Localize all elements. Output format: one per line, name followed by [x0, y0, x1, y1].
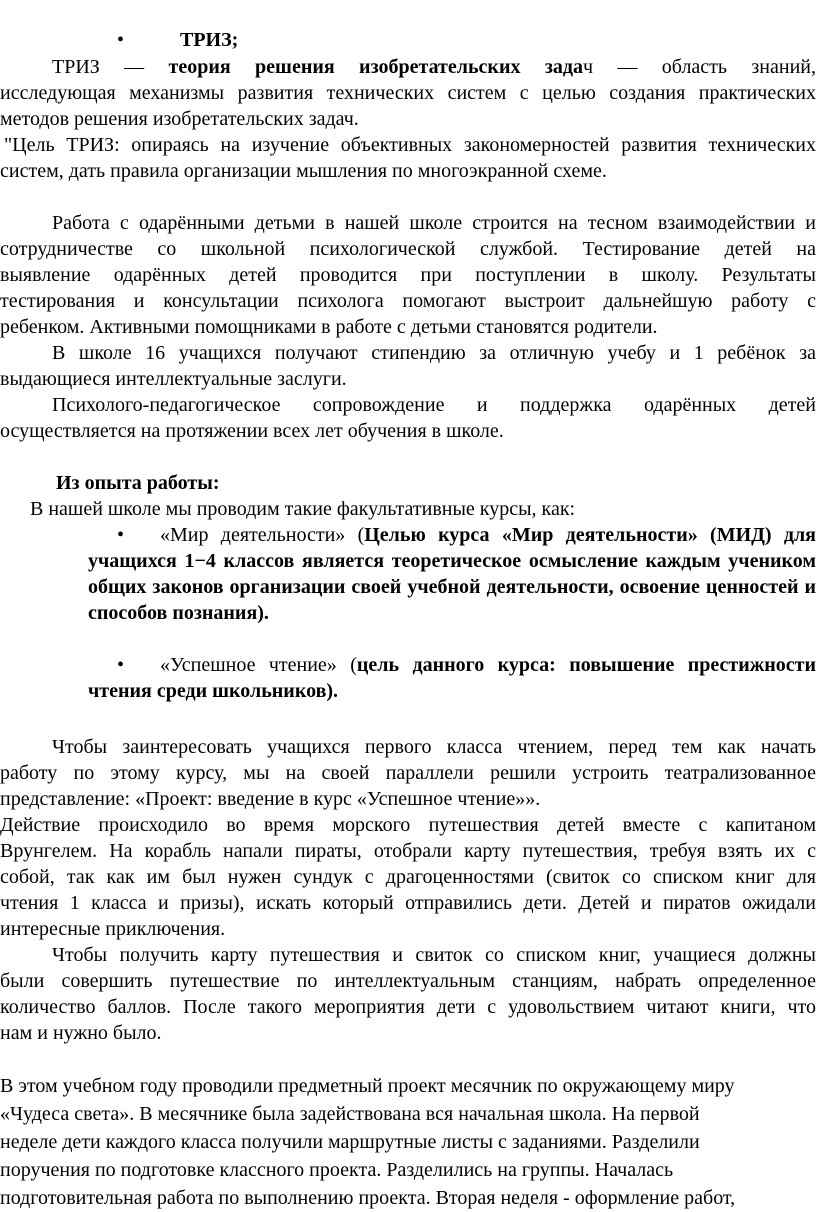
- bold-span: теория решения изобретательских зада: [168, 56, 583, 78]
- text-line: подготовительная работа по выполнению проекта. Вторая неделя - оформление работ,: [0, 1187, 736, 1209]
- text-line: неделе дети каждого класса получили маршрутные листы с заданиями. Разделили: [0, 1131, 700, 1153]
- text-line: Чтобы получить карту путешествия и свиток со списком книг, учащиеся должны: [52, 944, 816, 966]
- subheading-experience: Из опыта работы:: [56, 472, 220, 494]
- heading-triz: ТРИЗ;: [180, 29, 239, 51]
- text-line: Психолого-педагогическое сопровождение и поддержка одарённых детей: [52, 394, 816, 416]
- list-item-reading: [0, 652, 816, 678]
- text-line: В школе 16 учащихся получают стипендию за отличную учебу и 1 ребёнок за: [52, 342, 816, 364]
- text-line: были совершить путешествие по интеллектуальным станциям, набрать определенное: [0, 970, 816, 992]
- list-item-mid: [0, 522, 816, 548]
- bullet-icon: •: [117, 654, 125, 676]
- bullet-icon: •: [117, 29, 125, 51]
- text-line: нам и нужно было.: [0, 1022, 162, 1044]
- text-line: представление: «Проект: введение в курс «Успешное чтение»».: [0, 788, 541, 810]
- text-line: чтения среди школьников).: [88, 680, 339, 702]
- text-span: ч — область знаний,: [582, 56, 816, 78]
- text-span: «Мир деятельности» (: [160, 524, 365, 546]
- text-line: выявление одарённых детей проводится при поступлении в школу. Результаты: [0, 264, 816, 286]
- text-line: интересные приключения.: [0, 918, 226, 940]
- text-line: поручения по подготовке классного проекта. Разделились на группы. Началась: [0, 1159, 674, 1181]
- text-line: [52, 54, 816, 80]
- text-line: методов решения изобретательских задач.: [0, 108, 359, 130]
- text-span: ТРИЗ —: [52, 56, 169, 78]
- text-line: «Чудеса света». В месячнике была задействована вся начальная школа. На первой: [0, 1103, 700, 1125]
- text-line: исследующая механизмы развития технических систем с целью создания практических: [0, 82, 816, 104]
- text-line: чтения 1 класса и призы), искать который отправились дети. Детей и пиратов ожидали: [0, 892, 816, 914]
- text-line: В этом учебном году проводили предметный проект месячник по окружающему миру: [0, 1075, 735, 1097]
- text-line: Чтобы заинтересовать учащихся первого класса чтением, перед тем как начать: [52, 736, 816, 758]
- text-line: осуществляется на протяжении всех лет обучения в школе.: [0, 420, 504, 442]
- text-line: Работа с одарёнными детьми в нашей школе строится на тесном взаимодействии и: [52, 212, 816, 234]
- bold-span: Целью курса «Мир деятельности» (МИД) для: [364, 524, 816, 546]
- text-line: В нашей школе мы проводим такие факультативные курсы, как:: [30, 498, 576, 520]
- bold-span: цель данного курса: повышение престижности: [356, 654, 816, 676]
- bullet-icon: •: [117, 524, 125, 546]
- text-line: учащихся 1−4 классов является теоретическое осмысление каждым учеником: [88, 550, 816, 572]
- list-item-text: [160, 522, 816, 548]
- text-line: выдающиеся интеллектуальные заслуги.: [0, 368, 347, 390]
- text-line: количество баллов. После такого мероприятия дети с удовольствием читают книги, что: [0, 996, 816, 1018]
- text-line: собой, так как им был нужен сундук с драгоценностями (свиток со списком книг для: [0, 866, 816, 888]
- text-line: "Цель ТРИЗ: опираясь на изучение объективных закономерностей развития технических: [4, 134, 816, 156]
- text-line: тестирования и консультации психолога помогают выстроит дальнейшую работу с: [0, 290, 816, 312]
- text-line: работу по этому курсу, мы на своей параллели решили устроить театрализованное: [0, 762, 816, 784]
- text-line: способов познания).: [88, 602, 269, 624]
- heading-line-triz: [0, 27, 816, 53]
- list-item-text: [160, 652, 816, 678]
- text-span: «Успешное чтение» (: [160, 654, 357, 676]
- text-line: систем, дать правила организации мышления по многоэкранной схеме.: [0, 160, 607, 182]
- text-line: общих законов организации своей учебной деятельности, освоение ценностей и: [88, 576, 816, 598]
- text-line: сотрудничестве со школьной психологической службой. Тестирование детей на: [0, 238, 816, 260]
- text-line: Врунгелем. На корабль напали пираты, отобрали карту путешествия, требуя взять их с: [0, 840, 816, 862]
- text-line: Действие происходило во время морского путешествия детей вместе с капитаном: [0, 814, 816, 836]
- text-line: ребенком. Активными помощниками в работе с детьми становятся родители.: [0, 316, 658, 338]
